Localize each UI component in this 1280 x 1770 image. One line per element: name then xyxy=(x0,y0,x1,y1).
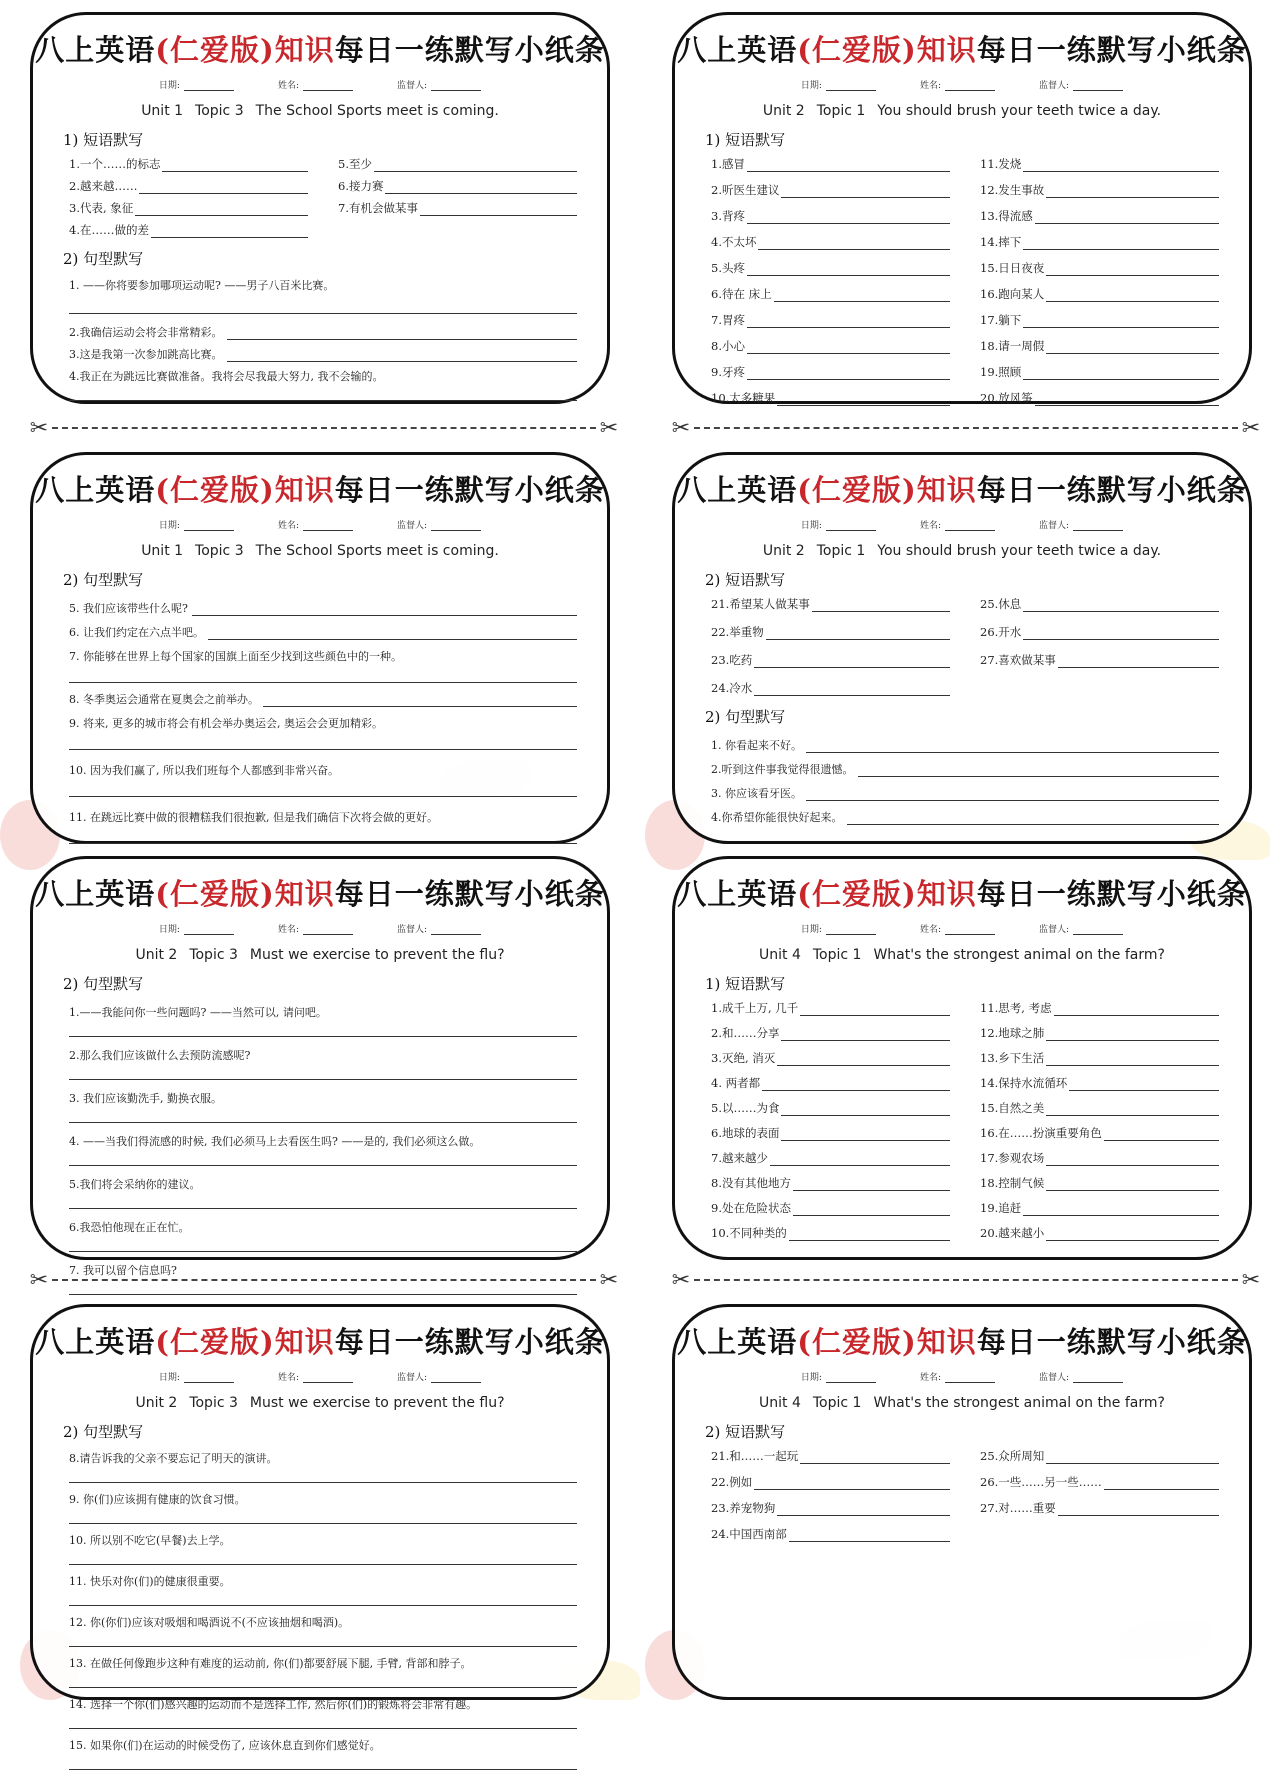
answer-line[interactable] xyxy=(69,1687,577,1688)
sentence-item: 3. 我们应该勤洗手, 勤换衣服。 xyxy=(69,1092,222,1105)
dictation-card xyxy=(30,1304,610,1752)
phrase-heading: 1) 短语默写 xyxy=(705,975,786,993)
meta-row xyxy=(33,77,607,91)
phrase-item[interactable]: 5.以……为食 xyxy=(711,1100,950,1116)
phrase-item[interactable]: 3.代表, 象征 xyxy=(69,200,308,216)
sentence-item: 12. 你(你们)应该对吸烟和喝酒说不(不应该抽烟和喝酒)。 xyxy=(69,1616,350,1629)
answer-line[interactable] xyxy=(69,1036,577,1037)
phrase-item[interactable]: 10.不同种类的 xyxy=(711,1225,950,1241)
meta-row xyxy=(675,921,1249,935)
phrase-heading: 1) 短语默写 xyxy=(705,131,786,149)
sentence-item: 10. 所以别不吃它(早餐)去上学。 xyxy=(69,1534,231,1547)
date-field[interactable]: 日期: xyxy=(159,921,234,935)
phrase-item[interactable]: 3.背疼 xyxy=(711,208,950,224)
answer-line[interactable] xyxy=(69,1728,577,1729)
card-title: 八上英语(仁爱版)知识每日一练默写小纸条 xyxy=(677,1325,1247,1359)
unit-topic-line: Unit 2 Topic 3 Must we exercise to prevent the flu? xyxy=(135,947,505,963)
date-field[interactable]: 日期: xyxy=(159,77,234,91)
sentence-list xyxy=(69,600,577,844)
answer-line[interactable] xyxy=(69,749,577,750)
dictation-card xyxy=(30,452,610,844)
sentence-item[interactable]: 5. 我们应该带些什么呢? xyxy=(69,600,577,616)
phrase-item[interactable]: 25.众所周知 xyxy=(980,1448,1219,1464)
sentence-item[interactable]: 8. 冬季奥运会通常在夏奥会之前举办。 xyxy=(69,691,577,707)
phrase-item[interactable]: 9.牙疼 xyxy=(711,364,950,380)
scissors-icon: ✂ xyxy=(671,1267,691,1293)
sentence-item: 13. 在做任何像跑步这种有难度的运动前, 你(们)都要舒展下腿, 手臂, 背部和脖子。 xyxy=(69,1657,472,1670)
sentence-item: 6.我恐怕他现在正在忙。 xyxy=(69,1221,190,1234)
answer-line[interactable] xyxy=(69,682,577,683)
phrase-item[interactable]: 10.太多糖果 xyxy=(711,390,950,406)
answer-line[interactable] xyxy=(69,1646,577,1647)
name-field[interactable]: 姓名: xyxy=(920,517,995,531)
supervisor-field[interactable]: 监督人: xyxy=(1039,517,1123,531)
phrase-heading: 1) 短语默写 xyxy=(63,131,144,149)
phrase-item[interactable]: 1.一个……的标志 xyxy=(69,156,308,172)
supervisor-field[interactable]: 监督人: xyxy=(1039,1369,1123,1383)
meta-row xyxy=(33,517,607,531)
name-field[interactable]: 姓名: xyxy=(278,517,353,531)
date-field[interactable]: 日期: xyxy=(801,517,876,531)
phrase-item[interactable]: 27.对……重要 xyxy=(980,1500,1219,1516)
unit-topic-line: Unit 2 Topic 3 Must we exercise to prevent the flu? xyxy=(135,1395,505,1411)
sentence-item: 7. 你能够在世界上每个国家的国旗上面至少找到这些颜色中的一种。 xyxy=(69,650,402,663)
phrase-item[interactable]: 11.思考, 考虑 xyxy=(980,1000,1219,1016)
scissors-icon: ✂ xyxy=(599,1267,619,1293)
phrase-item[interactable]: 13.乡下生活 xyxy=(980,1050,1219,1066)
scissors-icon: ✂ xyxy=(1241,1267,1261,1293)
meta-row xyxy=(675,517,1249,531)
name-field[interactable]: 姓名: xyxy=(278,921,353,935)
unit-topic-line: Unit 4 Topic 1 What's the strongest animal on the farm? xyxy=(759,1395,1165,1411)
scissors-icon: ✂ xyxy=(599,415,619,441)
phrase-item[interactable]: 22.举重物 xyxy=(711,624,950,640)
phrase-item[interactable]: 6.地球的表面 xyxy=(711,1125,950,1141)
dictation-card xyxy=(672,1304,1252,1700)
phrase-item[interactable]: 6.待在 床上 xyxy=(711,286,950,302)
phrase-item[interactable]: 4.在……做的差 xyxy=(69,222,308,238)
card-title: 八上英语(仁爱版)知识每日一练默写小纸条 xyxy=(677,33,1247,67)
answer-line[interactable] xyxy=(69,400,577,401)
phrase-item[interactable]: 21.希望某人做某事 xyxy=(711,596,950,612)
phrase-item[interactable]: 14.保持水流循环 xyxy=(980,1075,1219,1091)
date-field[interactable]: 日期: xyxy=(801,77,876,91)
phrase-item[interactable]: 16.在……扮演重要角色 xyxy=(980,1125,1219,1141)
phrase-item[interactable]: 16.跑向某人 xyxy=(980,286,1219,302)
phrase-item[interactable]: 18.控制气候 xyxy=(980,1175,1219,1191)
name-field[interactable]: 姓名: xyxy=(920,77,995,91)
sentence-item: 10. 因为我们赢了, 所以我们班每个人都感到非常兴奋。 xyxy=(69,764,339,777)
phrase-item[interactable]: 25.休息 xyxy=(980,596,1219,612)
answer-line[interactable] xyxy=(69,1564,577,1565)
phrase-heading: 2) 短语默写 xyxy=(705,1423,786,1441)
phrase-item[interactable]: 11.发烧 xyxy=(980,156,1219,172)
answer-line[interactable] xyxy=(69,1294,577,1295)
date-field[interactable]: 日期: xyxy=(801,1369,876,1383)
phrase-item[interactable]: 3.灭绝, 消灭 xyxy=(711,1050,950,1066)
phrase-item[interactable]: 20.越来越小 xyxy=(980,1225,1219,1241)
unit-topic-line: Unit 1 Topic 3 The School Sports meet is coming. xyxy=(141,103,499,119)
phrase-item[interactable]: 21.和……一起玩 xyxy=(711,1448,950,1464)
dictation-card xyxy=(672,856,1252,1260)
sentence-item: 1.——我能问你一些问题吗? ——当然可以, 请问吧。 xyxy=(69,1006,327,1019)
cut-line-divider xyxy=(26,416,622,440)
scissors-icon: ✂ xyxy=(1241,415,1261,441)
phrase-item[interactable]: 17.躺下 xyxy=(980,312,1219,328)
sentence-item: 5.我们将会采纳你的建议。 xyxy=(69,1178,201,1191)
scissors-icon: ✂ xyxy=(671,415,691,441)
phrase-item[interactable]: 7.胃疼 xyxy=(711,312,950,328)
sentence-item: 8.请告诉我的父亲不要忘记了明天的演讲。 xyxy=(69,1452,278,1465)
dictation-card xyxy=(30,856,610,1277)
sentence-item: 11. 快乐对你(们)的健康很重要。 xyxy=(69,1575,231,1588)
phrase-item[interactable]: 17.参观农场 xyxy=(980,1150,1219,1166)
date-field[interactable]: 日期: xyxy=(159,1369,234,1383)
card-title: 八上英语(仁爱版)知识每日一练默写小纸条 xyxy=(35,33,605,67)
card-title: 八上英语(仁爱版)知识每日一练默写小纸条 xyxy=(677,473,1247,507)
phrase-item[interactable]: 4.不太坏 xyxy=(711,234,950,250)
answer-line[interactable] xyxy=(69,313,577,314)
answer-line[interactable] xyxy=(69,1122,577,1123)
phrase-item[interactable]: 24.冷水 xyxy=(711,680,950,696)
phrase-item[interactable]: 9.处在危险状态 xyxy=(711,1200,950,1216)
sentence-heading: 2) 句型默写 xyxy=(63,975,144,993)
phrase-item[interactable]: 15.自然之美 xyxy=(980,1100,1219,1116)
phrase-item[interactable]: 27.喜欢做某事 xyxy=(980,652,1219,668)
phrase-item[interactable]: 2.听医生建议 xyxy=(711,182,950,198)
phrase-grid xyxy=(711,596,1219,696)
scissors-icon: ✂ xyxy=(29,1267,49,1293)
supervisor-field[interactable]: 监督人: xyxy=(397,921,481,935)
phrase-item[interactable]: 26.开水 xyxy=(980,624,1219,640)
phrase-item[interactable]: 7.有机会做某事 xyxy=(338,200,577,216)
phrase-item[interactable]: 12.发生事故 xyxy=(980,182,1219,198)
sentence-item: 1. ——你将要参加哪项运动呢? ——男子八百米比赛。 xyxy=(69,279,335,292)
sentence-list xyxy=(69,1004,577,1295)
sentence-item: 11. 在跳远比赛中做的很糟糕我们很抱歉, 但是我们确信下次将会做的更好。 xyxy=(69,811,438,824)
phrase-item[interactable]: 6.接力赛 xyxy=(338,178,577,194)
sentence-heading: 2) 句型默写 xyxy=(63,571,144,589)
phrase-item[interactable]: 2.越来越…… xyxy=(69,178,308,194)
date-field[interactable]: 日期: xyxy=(159,517,234,531)
phrase-item[interactable]: 14.摔下 xyxy=(980,234,1219,250)
phrase-item[interactable]: 5.至少 xyxy=(338,156,577,172)
phrase-item[interactable]: 1.成千上万, 几千 xyxy=(711,1000,950,1016)
sentence-item[interactable]: 3. 你应该看牙医。 xyxy=(711,785,1219,801)
phrase-grid xyxy=(69,156,577,238)
phrase-item[interactable]: 24.中国西南部 xyxy=(711,1526,950,1542)
supervisor-field[interactable]: 监督人: xyxy=(1039,921,1123,935)
scissors-icon: ✂ xyxy=(29,415,49,441)
phrase-item[interactable]: 22.例如 xyxy=(711,1474,950,1490)
answer-line[interactable] xyxy=(69,1605,577,1606)
phrase-grid xyxy=(711,1000,1219,1241)
sentence-heading: 2) 句型默写 xyxy=(705,708,786,726)
meta-row xyxy=(33,1369,607,1383)
answer-line[interactable] xyxy=(69,1165,577,1166)
answer-line[interactable] xyxy=(69,796,577,797)
sentence-item[interactable]: 4.你希望你能很快好起来。 xyxy=(711,809,1219,825)
phrase-item[interactable]: 19.追赶 xyxy=(980,1200,1219,1216)
name-field[interactable]: 姓名: xyxy=(920,1369,995,1383)
phrase-item[interactable]: 8.小心 xyxy=(711,338,950,354)
sentence-item: 7. 我可以留个信息吗? xyxy=(69,1264,177,1277)
date-field[interactable]: 日期: xyxy=(801,921,876,935)
phrase-item[interactable]: 18.请一周假 xyxy=(980,338,1219,354)
phrase-item[interactable]: 19.照顾 xyxy=(980,364,1219,380)
sentence-item: 9. 你(们)应该拥有健康的饮食习惯。 xyxy=(69,1493,246,1506)
dictation-card xyxy=(30,12,610,404)
name-field[interactable]: 姓名: xyxy=(278,1369,353,1383)
supervisor-field[interactable]: 监督人: xyxy=(397,77,481,91)
sentence-list xyxy=(69,277,577,401)
sentence-item[interactable]: 1. 你看起来不好。 xyxy=(711,737,1219,753)
sentence-item[interactable]: 2.我确信运动会将会非常精彩。 xyxy=(69,324,577,340)
unit-topic-line: Unit 4 Topic 1 What's the strongest animal on the farm? xyxy=(759,947,1165,963)
phrase-item[interactable]: 4. 两者都 xyxy=(711,1075,950,1091)
sentence-item: 15. 如果你(们)在运动的时候受伤了, 应该休息直到你们感觉好。 xyxy=(69,1739,381,1752)
phrase-item[interactable]: 15.日日夜夜 xyxy=(980,260,1219,276)
sentence-item[interactable]: 3.这是我第一次参加跳高比赛。 xyxy=(69,346,577,362)
phrase-heading: 2) 短语默写 xyxy=(705,571,786,589)
sentence-item[interactable]: 2.听到这件事我觉得很遗憾。 xyxy=(711,761,1219,777)
dictation-card xyxy=(672,452,1252,844)
card-title: 八上英语(仁爱版)知识每日一练默写小纸条 xyxy=(35,1325,605,1359)
phrase-item[interactable]: 20.放风筝 xyxy=(980,390,1219,406)
cut-line-divider xyxy=(26,1268,622,1292)
sentence-item: 14. 选择一个你(们)感兴趣的运动而不是选择工作, 然后你(们)的锻炼将会非常有趣。 xyxy=(69,1698,478,1711)
card-title: 八上英语(仁爱版)知识每日一练默写小纸条 xyxy=(35,473,605,507)
sentence-item: 9. 将来, 更多的城市将会有机会举办奥运会, 奥运会会更加精彩。 xyxy=(69,717,383,730)
supervisor-field[interactable]: 监督人: xyxy=(1039,77,1123,91)
answer-line[interactable] xyxy=(69,1208,577,1209)
meta-row xyxy=(675,77,1249,91)
sentence-item: 4.我正在为跳远比赛做准备。我将会尽我最大努力, 我不会输的。 xyxy=(69,370,384,383)
phrase-item[interactable]: 13.得流感 xyxy=(980,208,1219,224)
phrase-item[interactable]: 8.没有其他地方 xyxy=(711,1175,950,1191)
sentence-item: 4. ——当我们得流感的时候, 我们必须马上去看医生吗? ——是的, 我们必须这么做。 xyxy=(69,1135,481,1148)
sentence-heading: 2) 句型默写 xyxy=(63,1423,144,1441)
cut-line-divider xyxy=(668,416,1264,440)
sentence-item: 2.那么我们应该做什么去预防流感呢? xyxy=(69,1049,251,1062)
unit-topic-line: Unit 2 Topic 1 You should brush your teeth twice a day. xyxy=(762,543,1162,559)
phrase-item[interactable]: 1.感冒 xyxy=(711,156,950,172)
meta-row xyxy=(675,1369,1249,1383)
card-title: 八上英语(仁爱版)知识每日一练默写小纸条 xyxy=(677,877,1247,911)
answer-line[interactable] xyxy=(69,1251,577,1252)
answer-line[interactable] xyxy=(69,1482,577,1483)
phrase-grid xyxy=(711,156,1219,406)
card-title: 八上英语(仁爱版)知识每日一练默写小纸条 xyxy=(35,877,605,911)
unit-topic-line: Unit 1 Topic 3 The School Sports meet is coming. xyxy=(141,543,499,559)
answer-line[interactable] xyxy=(69,843,577,844)
sentence-list xyxy=(69,1450,577,1770)
dictation-card xyxy=(672,12,1252,404)
meta-row xyxy=(33,921,607,935)
supervisor-field[interactable]: 监督人: xyxy=(397,1369,481,1383)
sentence-list xyxy=(711,737,1219,825)
unit-topic-line: Unit 2 Topic 1 You should brush your teeth twice a day. xyxy=(762,103,1162,119)
phrase-item[interactable]: 5.头疼 xyxy=(711,260,950,276)
answer-line[interactable] xyxy=(69,1523,577,1524)
phrase-item[interactable]: 26.一些……另一些…… xyxy=(980,1474,1219,1490)
phrase-grid xyxy=(711,1448,1219,1542)
name-field[interactable]: 姓名: xyxy=(278,77,353,91)
phrase-item[interactable]: 7.越来越少 xyxy=(711,1150,950,1166)
supervisor-field[interactable]: 监督人: xyxy=(397,517,481,531)
cut-line-divider xyxy=(668,1268,1264,1292)
phrase-item[interactable]: 23.吃药 xyxy=(711,652,950,668)
phrase-item[interactable]: 2.和……分享 xyxy=(711,1025,950,1041)
phrase-item[interactable]: 23.养宠物狗 xyxy=(711,1500,950,1516)
name-field[interactable]: 姓名: xyxy=(920,921,995,935)
answer-line[interactable] xyxy=(69,1079,577,1080)
phrase-item[interactable]: 12.地球之肺 xyxy=(980,1025,1219,1041)
sentence-item[interactable]: 6. 让我们约定在六点半吧。 xyxy=(69,624,577,640)
sentence-heading: 2) 句型默写 xyxy=(63,250,144,268)
